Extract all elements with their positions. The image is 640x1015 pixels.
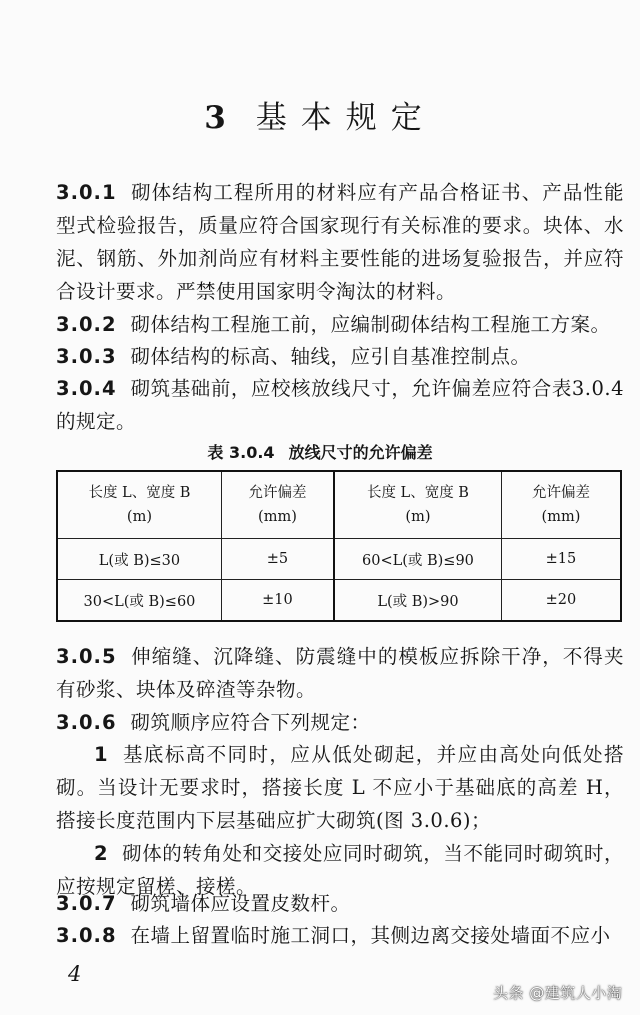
clause-text: 砌筑基础前，应校核放线尺寸，允许偏差应符合表3.0.4的规定。 [56,377,624,433]
item-text: 砌体的转角处和交接处应同时砌筑，当不能同时砌筑时，应按规定留槎、接槎。 [56,842,624,898]
item-number: 2 [94,842,109,865]
clause-3-0-7 [56,887,624,920]
header-cell: 长度 L、宽度 B (m) [334,471,501,539]
clause-number: 3.0.7 [56,892,117,915]
table-cell: ±10 [221,580,334,622]
clause-3-0-6-item-1 [56,738,624,837]
table-cell: ±20 [501,580,621,622]
clause-3-0-8 [56,919,624,952]
clause-3-0-4 [56,372,624,438]
chapter-title-text: 基本规定 [255,100,436,136]
item-number: 1 [94,743,109,766]
table-cell: L(或 B)>90 [334,580,501,622]
header-cell: 长度 L、宽度 B (m) [57,471,221,539]
clause-3-0-1 [56,176,624,308]
clause-number: 3.0.4 [56,377,117,400]
clause-number: 3.0.8 [56,924,117,947]
table-caption [0,440,640,463]
clause-text: 在墙上留置临时施工洞口，其侧边离交接处墙面不应小 [130,924,611,947]
allowable-deviation-table [56,470,622,622]
clause-text: 伸缩缝、沉降缝、防震缝中的模板应拆除干净，不得夹有砂浆、块体及碎渣等杂物。 [56,645,624,701]
table-cell: ±15 [501,539,621,580]
table-cell: L(或 B)≤30 [57,539,221,580]
clause-number: 3.0.3 [56,345,117,368]
clause-text: 砌筑顺序应符合下列规定： [130,711,371,734]
table-cell: 60<L(或 B)≤90 [334,539,501,580]
clause-number: 3.0.2 [56,313,117,336]
item-text: 基底标高不同时，应从低处砌起，并应由高处向低处搭砌。当设计无要求时，搭接长度 L 不应小于基础底的高差 H，搭接长度范围内下层基础应扩大砌筑(图 3.0.6)； [56,743,624,832]
chapter-title [0,92,640,137]
clause-3-0-6 [56,706,624,739]
clause-3-0-5 [56,640,624,706]
table-row [57,580,621,622]
clause-number: 3.0.1 [56,181,117,204]
clause-3-0-2 [56,308,624,341]
header-cell: 允许偏差 (mm) [501,471,621,539]
table-caption-title: 放线尺寸的允许偏差 [288,443,433,462]
clause-text: 砌筑墙体应设置皮数杆。 [130,892,351,915]
table-row [57,539,621,580]
clause-text: 砌体结构工程所用的材料应有产品合格证书、产品性能型式检验报告，质量应符合国家现行有关标准的要求。块体、水泥、钢筋、外加剂尚应有材料主要性能的进场复验报告，并应符合设计要求。严禁使用国家明令淘汰的材料。 [56,181,624,303]
clause-number: 3.0.5 [56,645,117,668]
table-header-row [57,471,621,539]
table-cell: ±5 [221,539,334,580]
clause-3-0-3 [56,340,624,373]
clause-text: 砌体结构的标高、轴线，应引自基准控制点。 [130,345,531,368]
header-cell: 允许偏差 (mm) [221,471,334,539]
clause-text: 砌体结构工程施工前，应编制砌体结构工程施工方案。 [130,313,611,336]
page-number: 4 [68,962,82,986]
table-caption-number: 表 3.0.4 [207,443,275,462]
source-watermark: 头条 @建筑人小淘 [493,984,623,1002]
table-cell: 30<L(或 B)≤60 [57,580,221,622]
clause-number: 3.0.6 [56,711,117,734]
chapter-number: 3 [204,100,226,136]
